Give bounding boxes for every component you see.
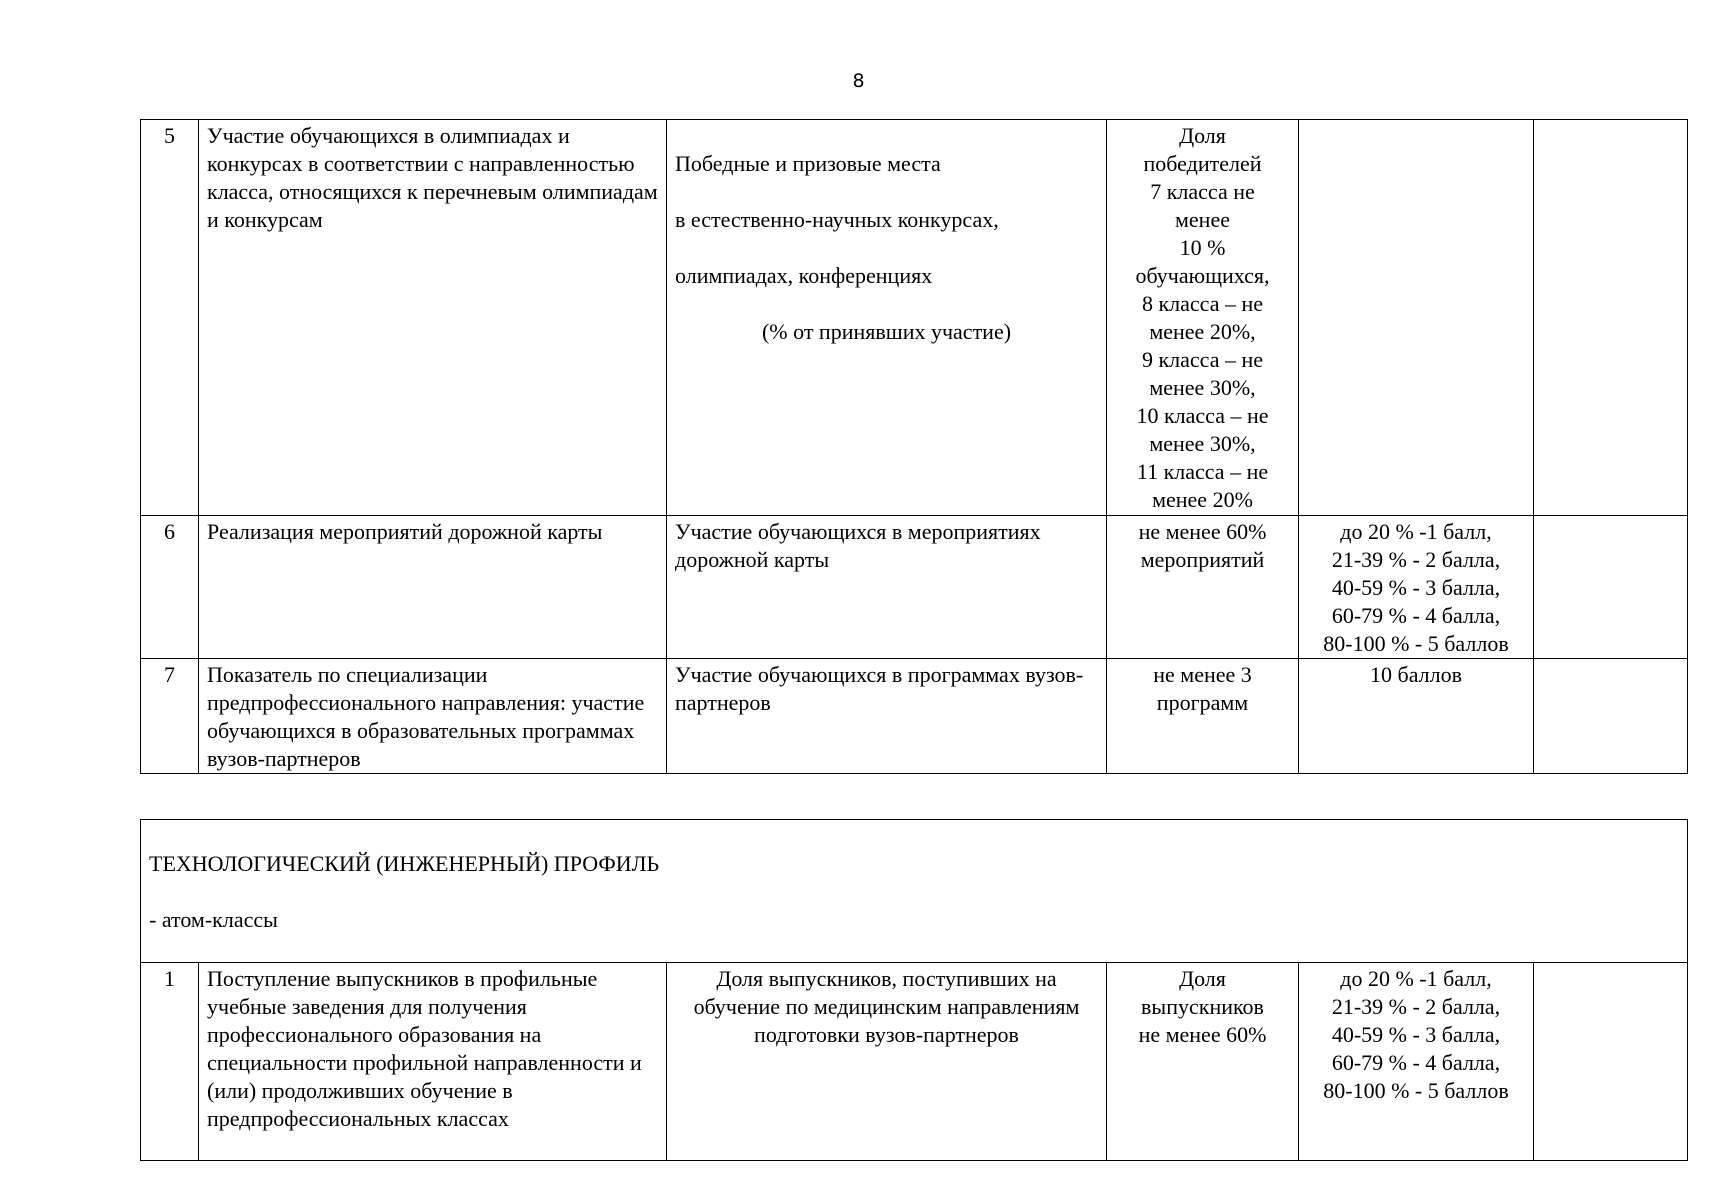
profile-subtitle: - атом-классы: [149, 907, 278, 932]
criteria-table-lower: [140, 819, 1688, 1161]
indicator-line: в естественно-научных конкурсах,: [675, 207, 999, 232]
profile-header-row: [141, 820, 1688, 963]
points-cell: до 20 % -1 балл, 21-39 % - 2 балла, 40-59 % - 3 балла, 60-79 % - 4 балла, 80-100 % - 5 баллов: [1299, 516, 1534, 659]
criterion-cell: Реализация мероприятий дорожной карты: [199, 516, 667, 659]
row-number: 5: [141, 120, 199, 516]
extra-cell: [1534, 963, 1688, 1161]
points-cell: [1299, 120, 1534, 516]
extra-cell: [1534, 659, 1688, 774]
indicator-line: Победные и призовые места: [675, 151, 941, 176]
extra-cell: [1534, 516, 1688, 659]
table-row: [141, 516, 1688, 659]
profile-title: ТЕХНОЛОГИЧЕСКИЙ (ИНЖЕНЕРНЫЙ) ПРОФИЛЬ: [149, 851, 660, 876]
row-number: 7: [141, 659, 199, 774]
table-row: [141, 659, 1688, 774]
criterion-cell: Показатель по специализации предпрофессионального направления: участие обучающихся в образовательных программах вузов-партнеров: [199, 659, 667, 774]
points-cell: 10 баллов: [1299, 659, 1534, 774]
criteria-table-upper: [140, 119, 1688, 774]
table-row: [141, 120, 1688, 516]
indicator-cell: Доля выпускников, поступивших на обучение по медицинским направлениям подготовки вузов-партнеров: [667, 963, 1107, 1161]
indicator-line: олимпиадах, конференциях: [675, 263, 933, 288]
target-cell: Доля выпускников не менее 60%: [1107, 963, 1299, 1161]
extra-cell: [1534, 120, 1688, 516]
indicator-cell: Участие обучающихся в мероприятиях дорожной карты: [667, 516, 1107, 659]
target-cell: Доля победителей 7 класса не менее 10 % обучающихся, 8 класса – не менее 20%, 9 класса – не менее 30%, 10 класса – не менее 30%, 11 класса – не менее 20%: [1107, 120, 1299, 516]
indicator-note: (% от принявших участие): [761, 319, 1012, 344]
indicator-cell: Участие обучающихся в программах вузов-партнеров: [667, 659, 1107, 774]
target-cell: не менее 3 программ: [1107, 659, 1299, 774]
profile-header-cell: [141, 820, 1688, 963]
indicator-cell: [667, 120, 1107, 516]
target-cell: не менее 60% мероприятий: [1107, 516, 1299, 659]
table-row: [141, 963, 1688, 1161]
row-number: 1: [141, 963, 199, 1161]
criterion-cell: Поступление выпускников в профильные учебные заведения для получения профессионального образования на специальности профильной направленности и (или) продолживших обучение в предпрофессиональных классах: [199, 963, 667, 1161]
row-number: 6: [141, 516, 199, 659]
criterion-cell: Участие обучающихся в олимпиадах и конкурсах в соответствии с направленностью класса, относящихся к перечневым олимпиадам и конкурсам: [199, 120, 667, 516]
points-cell: до 20 % -1 балл, 21-39 % - 2 балла, 40-59 % - 3 балла, 60-79 % - 4 балла, 80-100 % - 5 баллов: [1299, 963, 1534, 1161]
page-number: 8: [852, 70, 865, 92]
